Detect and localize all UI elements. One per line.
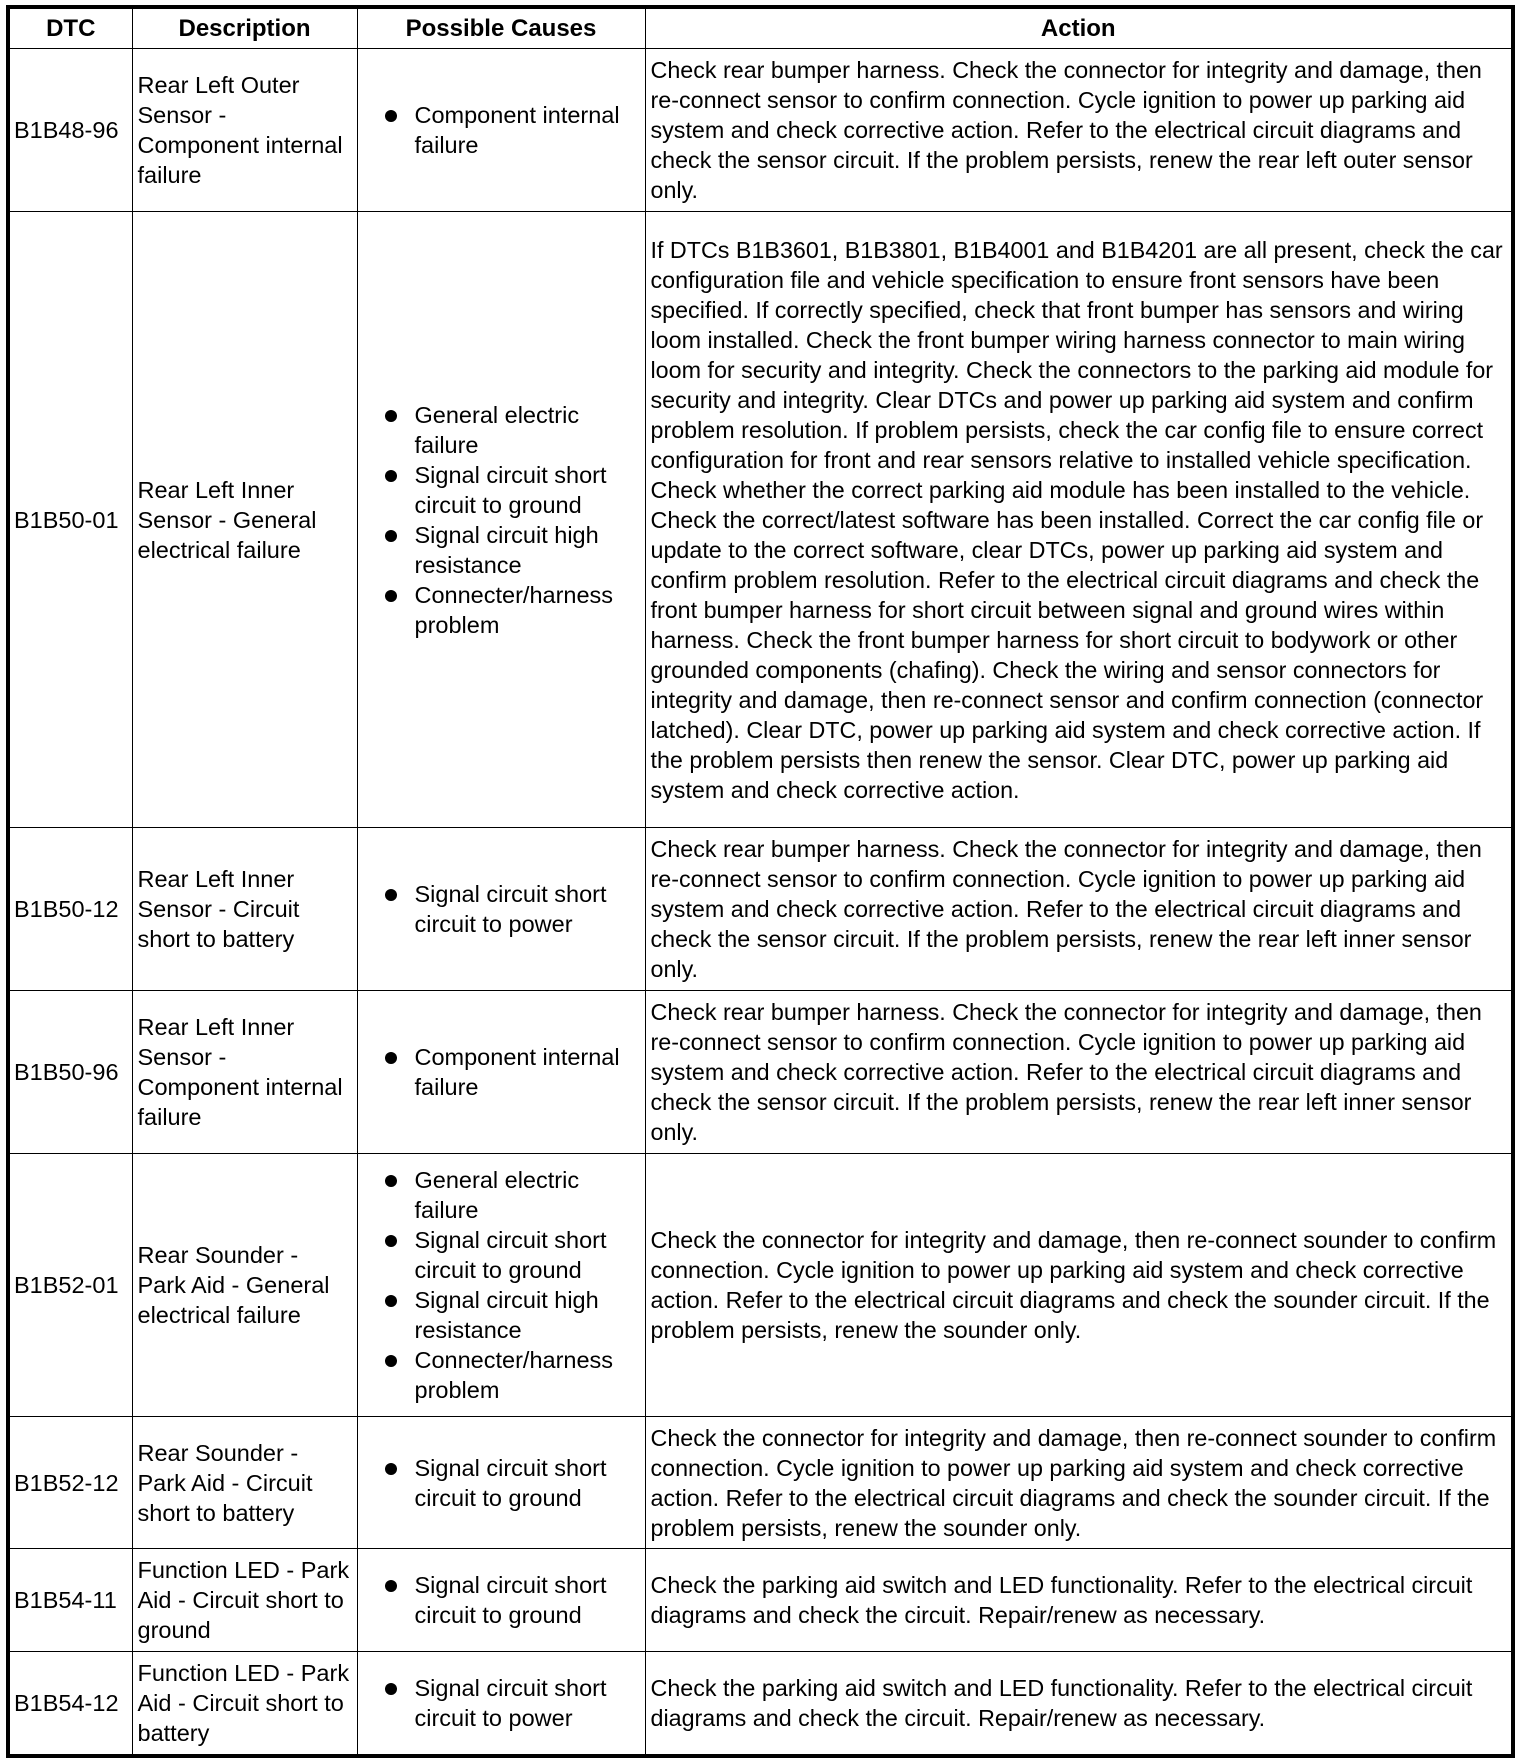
bullet-icon (385, 110, 397, 122)
bullet-icon (385, 1463, 397, 1475)
cause-text: Connecter/harness problem (414, 1347, 614, 1403)
header-description: Description (132, 7, 357, 49)
table-row (8, 1154, 1513, 1417)
bullet-icon (385, 410, 397, 422)
bullet-icon (385, 1580, 397, 1592)
bullet-icon (385, 470, 397, 482)
description: Rear Left Inner Sensor - Component internal failure (132, 991, 357, 1154)
cause-text: Signal circuit high resistance (414, 1287, 599, 1343)
header-row (8, 7, 1513, 49)
cause-item (415, 1453, 640, 1513)
dtc-code: B1B50-12 (8, 828, 132, 991)
cause-item (415, 1673, 640, 1733)
header-action: Action (645, 7, 1513, 49)
table-row (8, 991, 1513, 1154)
action: Check the connector for integrity and damage, then re-connect sounder to confirm connection. Cycle ignition to power up parking aid system and check corrective action. Refer to the electrical circuit diagrams and check the sounder circuit. If the problem persists, renew the sounder only. (645, 1154, 1513, 1417)
possible-causes (357, 1652, 645, 1756)
bullet-icon (385, 1295, 397, 1307)
description: Function LED - Park Aid - Circuit short to battery (132, 1652, 357, 1756)
dtc-code: B1B52-01 (8, 1154, 132, 1417)
cause-text: Signal circuit short circuit to ground (414, 1572, 607, 1628)
table-row (8, 1549, 1513, 1652)
table-row (8, 828, 1513, 991)
dtc-code: B1B54-12 (8, 1652, 132, 1756)
cause-item (415, 520, 640, 580)
description: Rear Left Outer Sensor - Component internal failure (132, 49, 357, 212)
cause-text: Component internal failure (414, 1044, 620, 1100)
action: If DTCs B1B3601, B1B3801, B1B4001 and B1B4201 are all present, check the car configuration file and vehicle specification to ensure front sensors have been specified. If correctly specified, check that front bumper has sensors and wiring loom installed. Check the front bumper wiring harness connector to main wiring loom for security and integrity. Check the connectors to the parking aid module for security and integrity. Clear DTCs and power up parking aid system and confirm problem resolution. If problem persists, check the car config file to ensure correct configuration for front and rear sensors relative to installed vehicle specification. Check whether the correct parking aid module has been installed to the vehicle. Check the correct/latest software has been installed. Correct the car config file or update to the correct software, clear DTCs, power up parking aid system and confirm problem resolution. Refer to the electrical circuit diagrams and check the front bumper harness for short circuit between signal and ground wires within harness. Check the front bumper harness for short circuit to bodywork or other grounded components (chafing). Check the wiring and sensor connectors for integrity and damage, then re-connect sensor and confirm connection (connector latched). Clear DTC, power up parking aid system and check corrective action. If the problem persists then renew the sensor. Clear DTC, power up parking aid system and check corrective action. (645, 212, 1513, 828)
cause-text: Connecter/harness problem (414, 581, 614, 638)
cause-item (415, 879, 640, 939)
description: Rear Sounder - Park Aid - Circuit short to battery (132, 1417, 357, 1549)
action: Check rear bumper harness. Check the connector for integrity and damage, then re-connect sensor to confirm connection. Cycle ignition to power up parking aid system and check corrective action. Refer to the electrical circuit diagrams and check the sensor circuit. If the problem persists, renew the rear left outer sensor only. (645, 49, 1513, 212)
cause-text: General electric failure (414, 401, 580, 458)
cause-item (415, 400, 640, 460)
dtc-code: B1B50-01 (8, 212, 132, 828)
cause-item (415, 100, 640, 160)
possible-causes (357, 1549, 645, 1652)
cause-item (415, 1570, 640, 1630)
cause-text: Component internal failure (414, 102, 620, 158)
bullet-icon (385, 1235, 397, 1247)
cause-text: Signal circuit short circuit to power (414, 881, 607, 937)
bullet-icon (385, 1683, 397, 1695)
cause-item (415, 1042, 640, 1102)
bullet-icon (385, 1052, 397, 1064)
cause-item (415, 1345, 640, 1405)
dtc-code: B1B50-96 (8, 991, 132, 1154)
bullet-icon (385, 1355, 397, 1367)
cause-item (415, 580, 640, 640)
table-row (8, 1652, 1513, 1756)
bullet-icon (385, 590, 397, 602)
cause-item (415, 460, 640, 520)
action: Check the parking aid switch and LED functionality. Refer to the electrical circuit diagrams and check the circuit. Repair/renew as necessary. (645, 1652, 1513, 1756)
action: Check rear bumper harness. Check the connector for integrity and damage, then re-connect sensor to confirm connection. Cycle ignition to power up parking aid system and check corrective action. Refer to the electrical circuit diagrams and check the sensor circuit. If the problem persists, renew the rear left inner sensor only. (645, 828, 1513, 991)
action: Check the parking aid switch and LED functionality. Refer to the electrical circuit diagrams and check the circuit. Repair/renew as necessary. (645, 1549, 1513, 1652)
dtc-code: B1B52-12 (8, 1417, 132, 1549)
dtc-code: B1B48-96 (8, 49, 132, 212)
cause-text: Signal circuit high resistance (414, 521, 599, 578)
cause-text: Signal circuit short circuit to power (414, 1674, 607, 1731)
bullet-icon (385, 530, 397, 542)
cause-text: Signal circuit short circuit to ground (414, 1227, 607, 1283)
possible-causes (357, 1417, 645, 1549)
description: Rear Sounder - Park Aid - General electrical failure (132, 1154, 357, 1417)
description: Rear Left Inner Sensor - General electrical failure (132, 212, 357, 828)
action: Check the connector for integrity and damage, then re-connect sounder to confirm connection. Cycle ignition to power up parking aid system and check corrective action. Refer to the electrical circuit diagrams and check the sounder circuit. If the problem persists, renew the sounder only. (645, 1417, 1513, 1549)
description: Rear Left Inner Sensor - Circuit short to battery (132, 828, 357, 991)
possible-causes (357, 828, 645, 991)
header-dtc: DTC (8, 7, 132, 49)
cause-item (415, 1165, 640, 1225)
possible-causes (357, 1154, 645, 1417)
table-row (8, 212, 1513, 828)
cause-item (415, 1285, 640, 1345)
dtc-table (6, 5, 1515, 1758)
possible-causes (357, 991, 645, 1154)
action: Check rear bumper harness. Check the connector for integrity and damage, then re-connect sensor to confirm connection. Cycle ignition to power up parking aid system and check corrective action. Refer to the electrical circuit diagrams and check the sensor circuit. If the problem persists, renew the rear left inner sensor only. (645, 991, 1513, 1154)
cause-text: General electric failure (414, 1167, 580, 1223)
table-row (8, 1417, 1513, 1549)
description: Function LED - Park Aid - Circuit short to ground (132, 1549, 357, 1652)
dtc-code: B1B54-11 (8, 1549, 132, 1652)
bullet-icon (385, 889, 397, 901)
cause-item (415, 1225, 640, 1285)
possible-causes (357, 49, 645, 212)
bullet-icon (385, 1175, 397, 1187)
possible-causes (357, 212, 645, 828)
table-row (8, 49, 1513, 212)
cause-text: Signal circuit short circuit to ground (414, 1454, 607, 1511)
cause-text: Signal circuit short circuit to ground (414, 461, 607, 518)
header-causes: Possible Causes (357, 7, 645, 49)
